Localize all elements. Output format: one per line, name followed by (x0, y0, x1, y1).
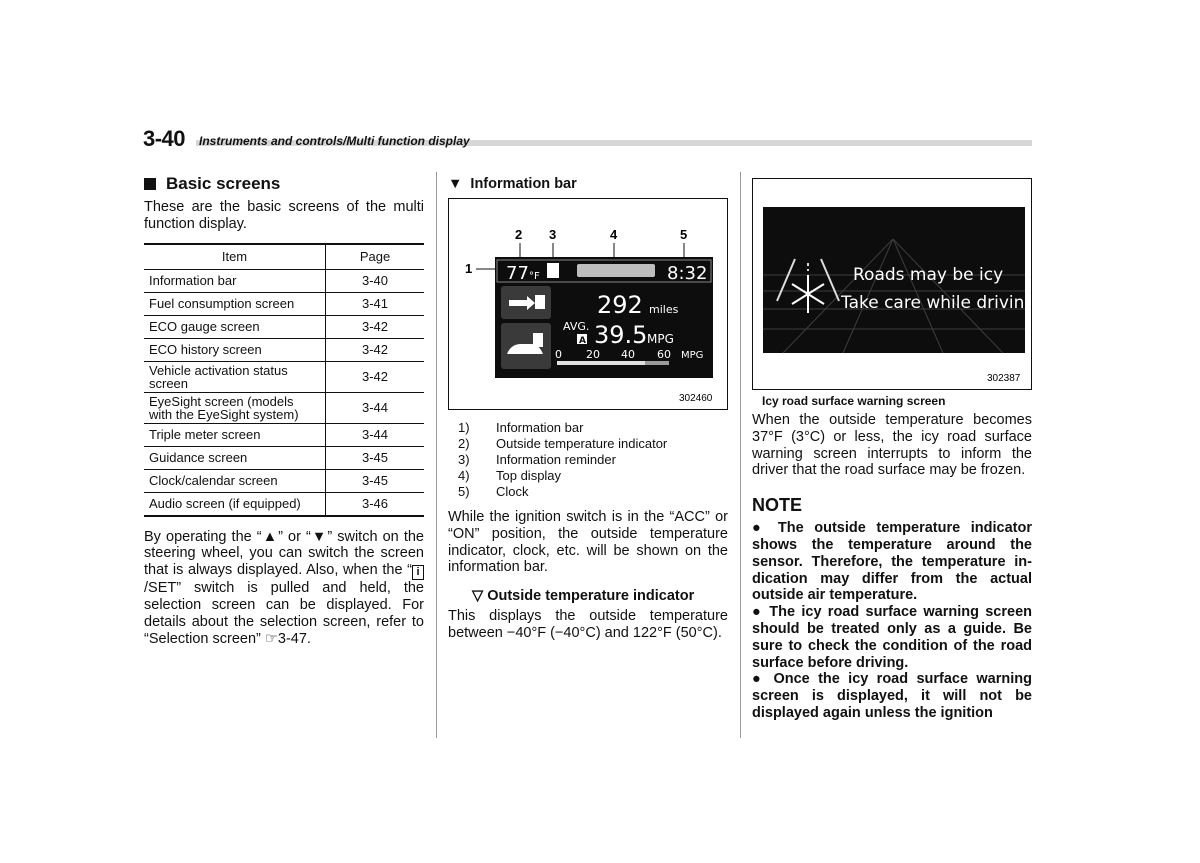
basic-screens-section (144, 174, 424, 647)
legend-text: Clock (496, 484, 529, 499)
clock-value: 8:32 (667, 263, 708, 284)
warning-line-1: Roads may be icy (853, 265, 1004, 285)
information-bar-figure (448, 198, 728, 410)
table-cell-page: 3-44 (326, 392, 425, 423)
table-row (144, 361, 424, 392)
fuel-pump-icon (535, 295, 545, 309)
scale-label: 40 (621, 348, 635, 361)
callout-5: 5 (680, 227, 688, 242)
list-item (448, 436, 728, 452)
basic-screens-title: Basic screens (166, 174, 281, 193)
outside-temp-title: Outside temperature indicator (487, 588, 695, 605)
table-header-row (144, 244, 424, 270)
table-row (144, 446, 424, 469)
table-cell-item: Clock/calendar screen (144, 469, 326, 492)
table-row (144, 292, 424, 315)
column-divider (436, 172, 437, 738)
list-item (448, 420, 728, 436)
outline-triangle-icon: ▽ (472, 588, 484, 605)
note-item: ● The outside temperature indicator shows the temperature around the sensor. Therefore, the temperature in-dication may differ from the actual outside air temperature. (752, 520, 1032, 604)
up-triangle-icon: ▲ (261, 528, 279, 545)
table-cell-page: 3-42 (326, 338, 425, 361)
paragraph-text: ” switch on the steering wheel, you can switch the screen that is always displayed. Also, when the “ (144, 528, 424, 579)
table-cell-item: ECO gauge screen (144, 315, 326, 338)
switch-paragraph (144, 529, 424, 648)
callout-3: 3 (549, 227, 557, 242)
table-cell-page: 3-42 (326, 361, 425, 392)
scale-label: 20 (586, 348, 600, 361)
table-cell-item: Vehicle activation status screen (144, 361, 326, 392)
information-bar-illustration (449, 199, 727, 409)
information-bar-heading (448, 176, 728, 192)
table-cell-item: Triple meter screen (144, 423, 326, 446)
table-header-page: Page (326, 244, 425, 270)
icy-road-section (752, 178, 1032, 722)
table-cell-item: EyeSight screen (models with the EyeSight system) (144, 392, 326, 423)
mpg-scale-fill (557, 361, 645, 365)
note-body (752, 520, 1032, 722)
scale-label: 0 (555, 348, 562, 361)
basic-screens-heading (144, 174, 424, 194)
figure-id: 302460 (679, 393, 713, 404)
table-row (144, 469, 424, 492)
down-triangle-icon: ▼ (310, 528, 328, 545)
table-row (144, 269, 424, 292)
column-divider (740, 172, 741, 738)
table-cell-item: Audio screen (if equipped) (144, 492, 326, 516)
information-bar-paragraph: While the ignition switch is in the “ACC” or “ON” position, the outside temperature indicator, clock, etc. will be shown on the information bar. (448, 509, 728, 576)
table-cell-page: 3-45 (326, 446, 425, 469)
table-row (144, 492, 424, 516)
note-item: ● Once the icy road surface warning screen is displayed, it will not be displayed again unless the ignition (752, 671, 1032, 721)
legend-text: Top display (496, 468, 562, 483)
distance-unit: miles (649, 303, 679, 316)
paragraph-text: ” or “ (278, 528, 311, 545)
legend-text: Information bar (496, 420, 584, 435)
outside-temp-paragraph: This displays the outside temperature between −40°F (−40°C) and 122°F (50°C). (448, 608, 728, 641)
callout-4: 4 (610, 227, 618, 242)
table-header-item: Item (144, 244, 326, 270)
legend-text: Information reminder (496, 452, 616, 467)
info-reminder-icon (547, 263, 559, 278)
temperature-unit: °F (529, 271, 540, 282)
list-item (448, 484, 728, 500)
information-bar-section (448, 176, 728, 642)
legend-number: 5) (458, 484, 470, 499)
screens-table (144, 243, 424, 517)
legend-number: 3) (458, 452, 470, 467)
mpg-unit: MPG (647, 332, 674, 346)
distance-value: 292 (597, 291, 643, 319)
table-row (144, 423, 424, 446)
table-row (144, 315, 424, 338)
table-cell-page: 3-42 (326, 315, 425, 338)
callout-2: 2 (515, 227, 523, 242)
figure-caption: Icy road surface warning screen (762, 394, 946, 408)
paragraph-text: By operating the “ (144, 528, 262, 545)
figure-legend (448, 420, 728, 500)
mpg-value: 39.5 (594, 321, 648, 349)
legend-text: Outside temperature indicator (496, 436, 668, 451)
down-triangle-icon: ▼ (448, 176, 463, 192)
basic-screens-intro: These are the basic screens of the multi function display. (144, 199, 424, 232)
icy-road-figure (752, 178, 1032, 390)
table-cell-item: Information bar (144, 269, 326, 292)
table-row (144, 392, 424, 423)
warning-line-2: Take care while driving (841, 293, 1031, 313)
table-cell-page: 3-46 (326, 492, 425, 516)
paragraph-text: /SET” switch is pulled and held, the selection screen can be displayed. For details about the selection screen, refer to “Selection screen” ☞3-47. (144, 580, 424, 647)
info-icon: i (412, 565, 424, 580)
legend-number: 2) (458, 436, 470, 451)
figure-id: 302387 (987, 373, 1021, 384)
list-item (448, 452, 728, 468)
note-heading: NOTE (752, 495, 803, 516)
table-cell-item: Guidance screen (144, 446, 326, 469)
table-cell-page: 3-41 (326, 292, 425, 315)
table-cell-page: 3-45 (326, 469, 425, 492)
note-item: ● The icy road surface warning screen should be treated only as a guide. Be sure to check the condition of the road surface before driving. (752, 604, 1032, 671)
square-bullet-icon (144, 178, 156, 190)
icy-road-illustration (753, 179, 1031, 389)
table-cell-page: 3-40 (326, 269, 425, 292)
information-bar-title: Information bar (470, 176, 577, 192)
temperature-value: 77 (506, 263, 529, 284)
table-cell-page: 3-44 (326, 423, 425, 446)
scale-label: 60 (657, 348, 671, 361)
fuel-pump-icon (533, 333, 543, 347)
trip-a-label: A (579, 336, 586, 346)
table-cell-item: ECO history screen (144, 338, 326, 361)
outside-temp-heading (472, 588, 728, 604)
scale-unit: MPG (681, 350, 704, 361)
callout-1: 1 (465, 261, 473, 276)
legend-number: 1) (458, 420, 470, 435)
section-title: Instruments and controls/Multi function display (199, 134, 470, 148)
list-item (448, 468, 728, 484)
page-number: 3-40 (143, 126, 186, 151)
table-row (144, 338, 424, 361)
table-cell-item: Fuel consumption screen (144, 292, 326, 315)
top-display-bar (577, 264, 655, 277)
legend-number: 4) (458, 468, 470, 483)
icy-road-paragraph: When the outside temperature becomes 37°F (3°C) or less, the icy road surface warning screen interrupts to inform the driver that the road surface may be frozen. (752, 412, 1032, 479)
avg-label: AVG. (563, 320, 590, 333)
